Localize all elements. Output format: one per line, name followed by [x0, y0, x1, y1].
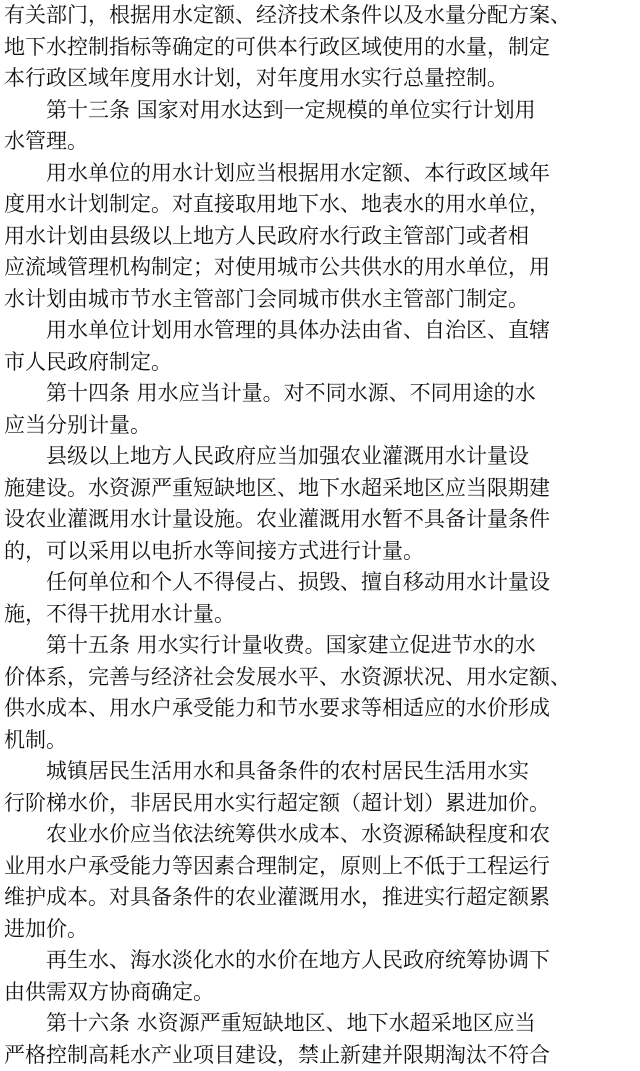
paragraph-line: 用水计划由县级以上地方人民政府水行政主管部门或者相 [4, 221, 636, 253]
paragraph-first-line: 第十三条 国家对用水达到一定规模的单位实行计划用 [4, 95, 636, 127]
paragraph-first-line: 县级以上地方人民政府应当加强农业灌溉用水计量设 [4, 441, 636, 473]
document-page [4, 0, 636, 1071]
paragraph-first-line: 第十五条 用水实行计量收费。国家建立促进节水的水 [4, 630, 636, 662]
paragraph-line: 价体系，完善与经济社会发展水平、水资源状况、用水定额、 [4, 662, 636, 694]
paragraph-line: 设农业灌溉用水计量设施。农业灌溉用水暂不具备计量条件 [4, 504, 636, 536]
paragraph-line: 机制。 [4, 725, 636, 757]
paragraph-first-line: 用水单位计划用水管理的具体办法由省、自治区、直辖 [4, 315, 636, 347]
paragraph-first-line: 第十四条 用水应当计量。对不同水源、不同用途的水 [4, 378, 636, 410]
paragraph-first-line: 任何单位和个人不得侵占、损毁、擅自移动用水计量设 [4, 567, 636, 599]
paragraph-line: 有关部门，根据用水定额、经济技术条件以及水量分配方案、 [4, 0, 636, 32]
paragraph-line: 供水成本、用水户承受能力和节水要求等相适应的水价形成 [4, 693, 636, 725]
paragraph-line: 由供需双方协商确定。 [4, 977, 636, 1009]
paragraph-line: 地下水控制指标等确定的可供本行政区域使用的水量，制定 [4, 32, 636, 64]
paragraph-line: 的，可以采用以电折水等间接方式进行计量。 [4, 536, 636, 568]
paragraph-line: 本行政区域年度用水计划，对年度用水实行总量控制。 [4, 63, 636, 95]
paragraph-first-line: 城镇居民生活用水和具备条件的农村居民生活用水实 [4, 756, 636, 788]
paragraph-line: 维护成本。对具备条件的农业灌溉用水，推进实行超定额累 [4, 882, 636, 914]
paragraph-line: 应流域管理机构制定；对使用城市公共供水的用水单位，用 [4, 252, 636, 284]
paragraph-line: 行阶梯水价，非居民用水实行超定额（超计划）累进加价。 [4, 788, 636, 820]
paragraph-first-line: 第十六条 水资源严重短缺地区、地下水超采地区应当 [4, 1008, 636, 1040]
paragraph-line: 施建设。水资源严重短缺地区、地下水超采地区应当限期建 [4, 473, 636, 505]
paragraph-line: 严格控制高耗水产业项目建设，禁止新建并限期淘汰不符合 [4, 1040, 636, 1071]
paragraph-line: 度用水计划制定。对直接取用地下水、地表水的用水单位， [4, 189, 636, 221]
paragraph-line: 业用水户承受能力等因素合理制定，原则上不低于工程运行 [4, 851, 636, 883]
paragraph-first-line: 农业水价应当依法统筹供水成本、水资源稀缺程度和农 [4, 819, 636, 851]
paragraph-line: 水管理。 [4, 126, 636, 158]
paragraph-first-line: 再生水、海水淡化水的水价在地方人民政府统筹协调下 [4, 945, 636, 977]
paragraph-line: 应当分别计量。 [4, 410, 636, 442]
paragraph-line: 水计划由城市节水主管部门会同城市供水主管部门制定。 [4, 284, 636, 316]
paragraph-line: 施，不得干扰用水计量。 [4, 599, 636, 631]
paragraph-line: 进加价。 [4, 914, 636, 946]
paragraph-first-line: 用水单位的用水计划应当根据用水定额、本行政区域年 [4, 158, 636, 190]
paragraph-line: 市人民政府制定。 [4, 347, 636, 379]
